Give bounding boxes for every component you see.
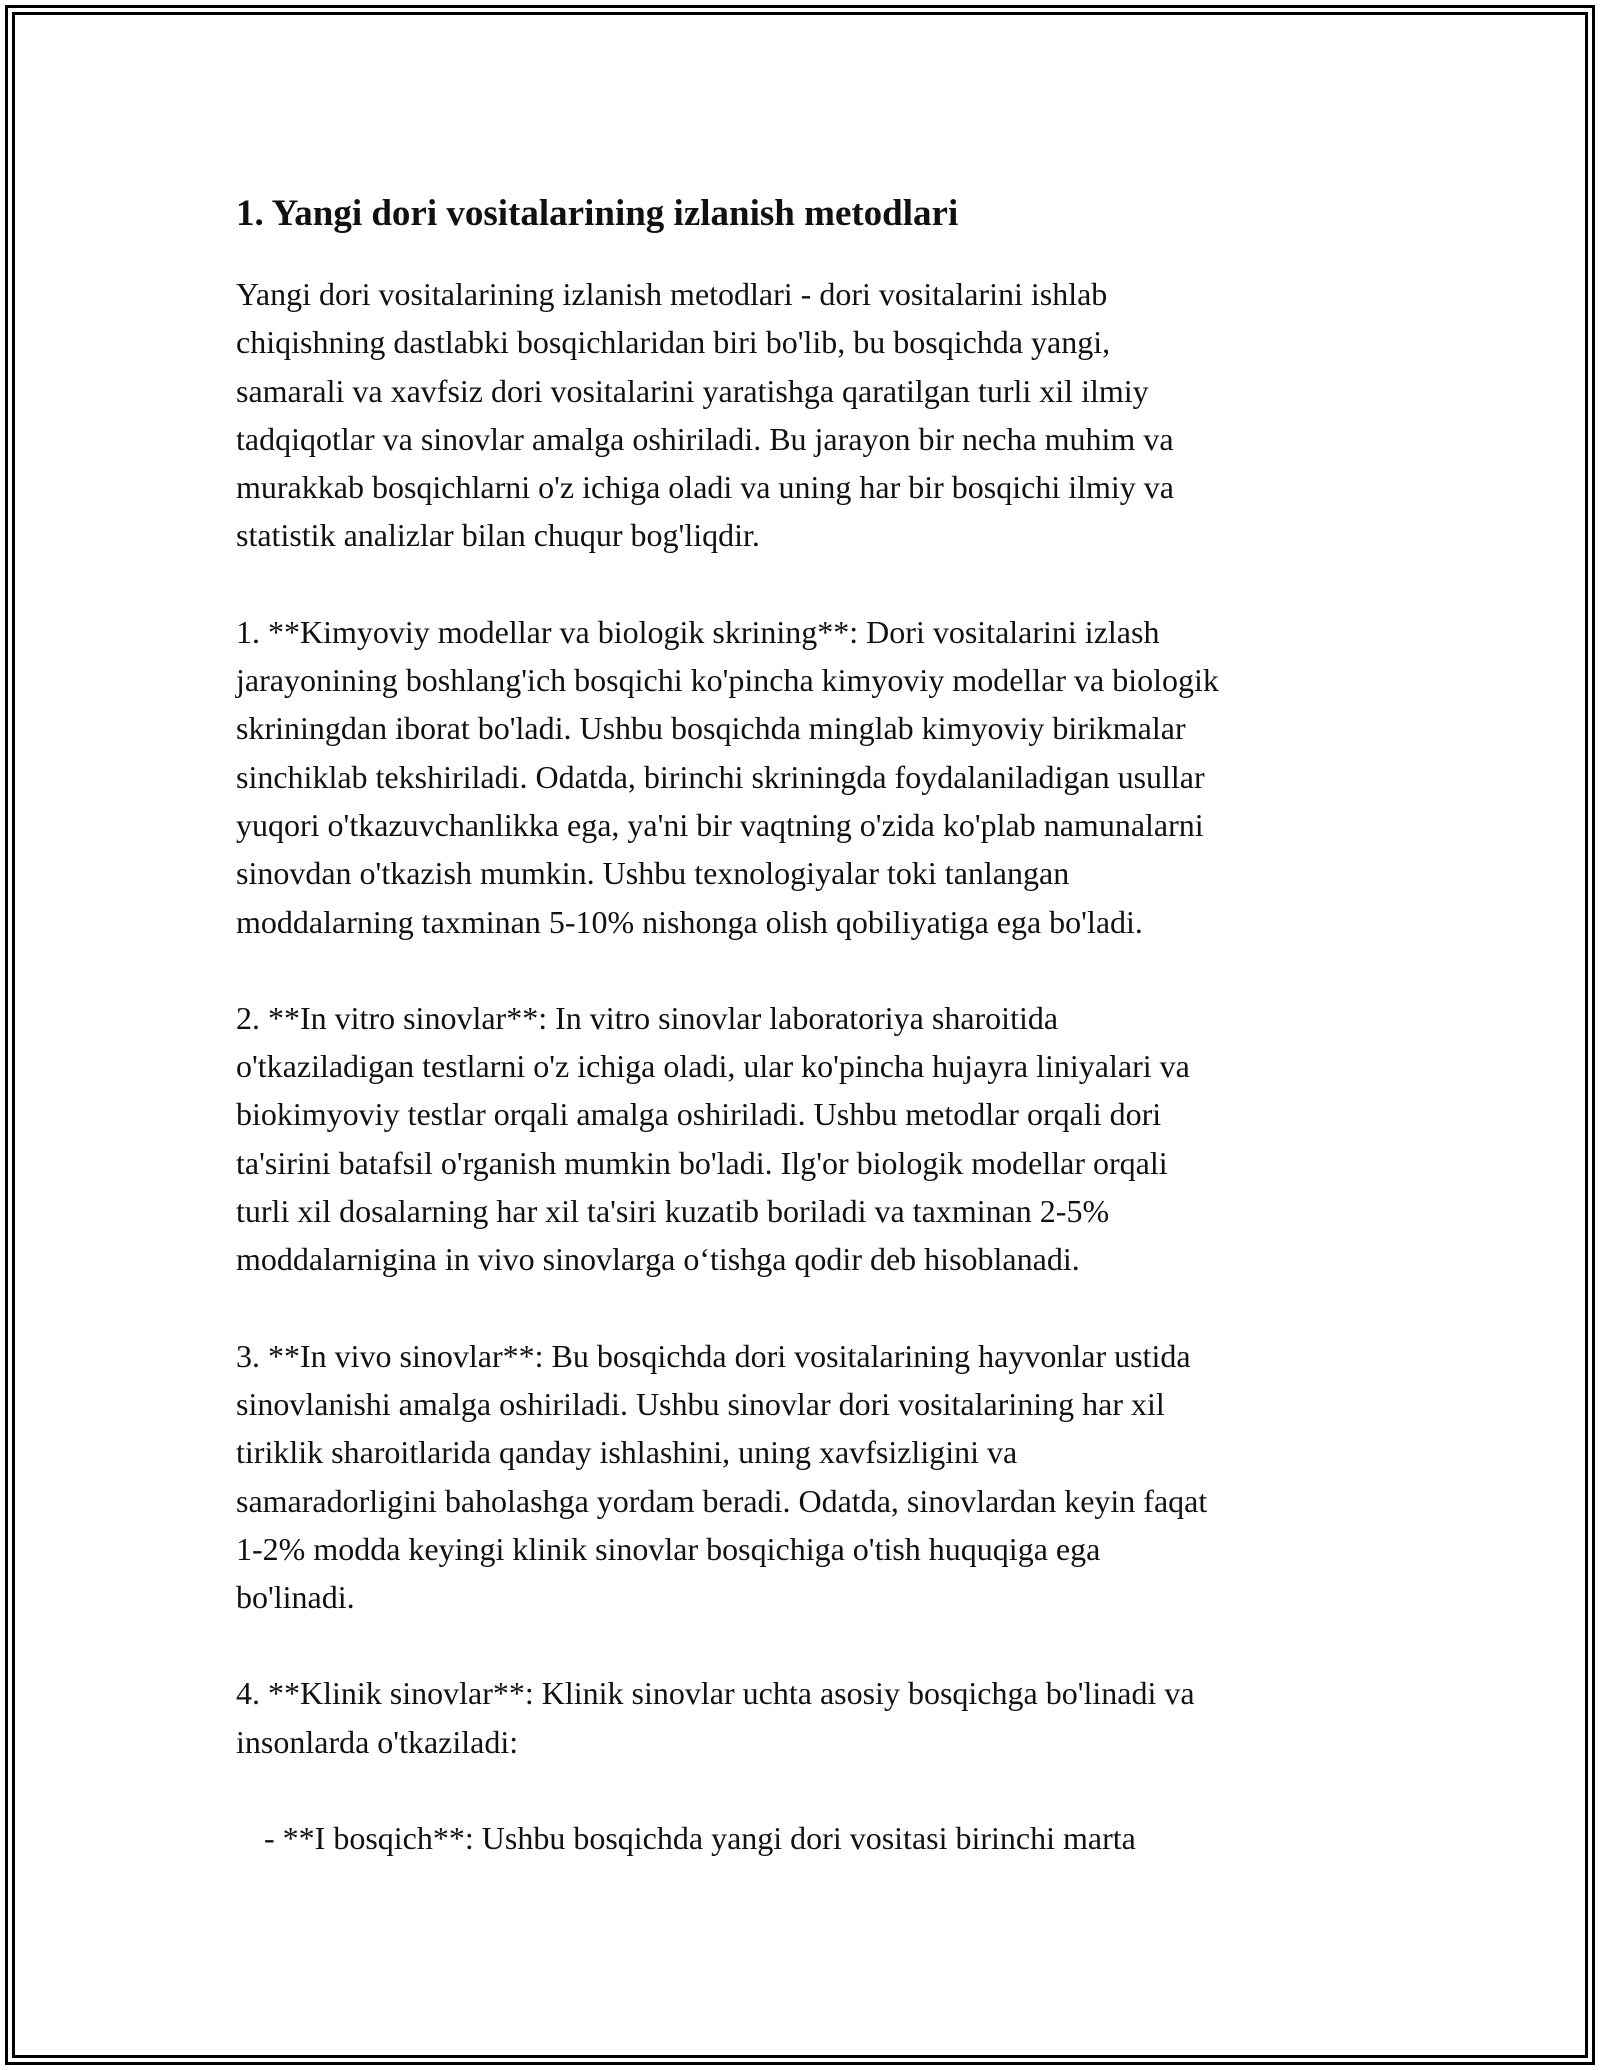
- document-body: [236, 186, 1386, 1862]
- item-in-vivo-paragraph: 3. **In vivo sinovlar**: Bu bosqichda dori vositalarining hayvonlar ustida sinovlanishi amalga oshiriladi. Ushbu sinovlar dori vositalarining har xil tiriklik sharoitlarida qanday ishlashini, uning xavfsizligini va samaradorligini baholashga yordam beradi. Odatda, sinovlardan keyin faqat 1-2% modda keyingi klinik sinovlar bosqichiga o'tish huquqiga ega bo'linadi.: [236, 1337, 1208, 1616]
- item-in-vitro-paragraph: 2. **In vitro sinovlar**: In vitro sinovlar laboratoriya sharoitida o'tkaziladigan testlarni o'z ichiga oladi, ular ko'pincha hujayra liniyalari va biokimyoviy testlar orqali amalga oshiriladi. Ushbu metodlar orqali dori ta'sirini batafsil o'rganish mumkin bo'ladi. Ilg'or biologik modellar orqali turli xil dosalarning har xil ta'siri kuzatib boriladi va taxminan 2-5% moddalarnigina in vivo sinovlarga oʻtishga qodir deb hisoblanadi.: [236, 999, 1190, 1278]
- sub-item-phase-one: - **I bosqich**: Ushbu bosqichda yangi dori vositasi birinchi marta: [264, 1820, 1136, 1857]
- intro-paragraph: Yangi dori vositalarining izlanish metodlari - dori vositalarini ishlab chiqishning dastlabki bosqichlaridan biri bo'lib, bu bosqichda yangi, samarali va xavfsiz dori vositalarini yaratishga qaratilgan turli xil ilmiy tadqiqotlar va sinovlar amalga oshiriladi. Bu jarayon bir necha muhim va murakkab bosqichlarni o'z ichiga oladi va uning har bir bosqichi ilmiy va statistik analizlar bilan chuqur bog'liqdir.: [236, 276, 1174, 554]
- item-clinical-trials-paragraph: 4. **Klinik sinovlar**: Klinik sinovlar uchta asosiy bosqichga bo'linadi va insonlarda o'tkaziladi:: [236, 1675, 1195, 1760]
- document-title: 1. Yangi dori vositalarining izlanish metodlari: [236, 193, 959, 234]
- item-chemical-models-paragraph: 1. **Kimyoviy modellar va biologik skrining**: Dori vositalarini izlash jarayonining boshlang'ich bosqichi ko'pincha kimyoviy modellar va biologik skriningdan iborat bo'ladi. Ushbu bosqichda minglab kimyoviy birikmalar sinchiklab tekshiriladi. Odatda, birinchi skriningda foydalaniladigan usullar yuqori o'tkazuvchanlikka ega, ya'ni bir vaqtning o'zida ko'plab namunalarni sinovdan o'tkazish mumkin. Ushbu texnologiyalar toki tanlangan moddalarning taxminan 5-10% nishonga olish qobiliyatiga ega bo'ladi.: [236, 613, 1219, 940]
